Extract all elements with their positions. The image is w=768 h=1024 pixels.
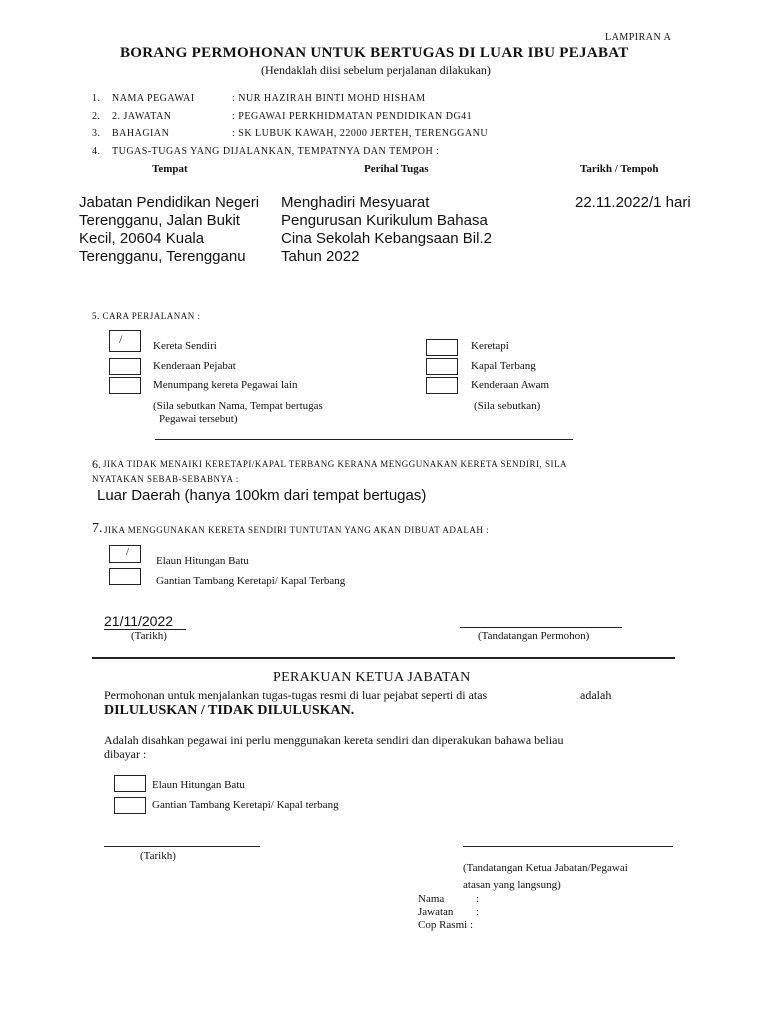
- section5-title: 5. CARA PERJALANAN :: [92, 311, 201, 321]
- tempat-line: Kecil, 20604 Kuala: [79, 230, 205, 247]
- form-subtitle: (Hendaklah diisi sebelum perjalanan dilakukan): [261, 63, 491, 77]
- sign-label-ketua-1: (Tandatangan Ketua Jabatan/Pegawai: [463, 862, 628, 874]
- section-divider: [92, 657, 675, 659]
- note-pegawai-tersebut: Pegawai tersebut): [159, 413, 238, 425]
- date-label-2: (Tarikh): [140, 850, 176, 862]
- checkbox-gantian-tambang[interactable]: [109, 568, 141, 585]
- field-num-1: 1.: [92, 93, 101, 104]
- lampiran-label: LAMPIRAN A: [605, 32, 672, 43]
- checkbox-perakuan-gantian[interactable]: [114, 797, 146, 814]
- option-gantian-tambang: Gantian Tambang Keretapi/ Kapal Terbang: [156, 575, 346, 587]
- table-header-tarikh: Tarikh / Tempoh: [580, 163, 659, 175]
- section7-title: JIKA MENGGUNAKAN KERETA SENDIRI TUNTUTAN YANG AKAN DIBUAT ADALAH :: [104, 525, 490, 535]
- date-line-2: [104, 846, 260, 847]
- section6-answer: Luar Daerah (hanya 100km dari tempat bertugas): [97, 487, 427, 504]
- option-kapal-terbang: Kapal Terbang: [471, 360, 536, 372]
- checkbox-kenderaan-awam[interactable]: [426, 377, 458, 394]
- field-label-bahagian: BAHAGIAN: [112, 128, 170, 139]
- date-value: 21/11/2022: [104, 613, 174, 629]
- option-menumpang: Menumpang kereta Pegawai lain: [153, 379, 298, 391]
- checkbox-kapal-terbang[interactable]: [426, 358, 458, 375]
- table-cell-perihal: [281, 194, 492, 266]
- checkbox-perakuan-elaun[interactable]: [114, 775, 146, 792]
- perakuan-para2: dibayar :: [104, 747, 147, 761]
- table-cell-tarikh: 22.11.2022/1 hari: [575, 194, 691, 211]
- perihal-line: Pengurusan Kurikulum Bahasa: [281, 212, 488, 229]
- jawatan-colon: :: [476, 906, 480, 918]
- signature-line: [460, 627, 622, 628]
- option-kereta-sendiri: Kereta Sendiri: [153, 340, 217, 352]
- signature-label: (Tandatangan Permohon): [478, 630, 590, 642]
- perihal-line: Tahun 2022: [281, 248, 360, 265]
- section6-num: 6.: [92, 457, 101, 471]
- signature-line-2: [463, 846, 673, 847]
- note-sila-sebutkan-nama: (Sila sebutkan Nama, Tempat bertugas: [153, 400, 323, 412]
- field-label-nama: NAMA PEGAWAI: [112, 93, 195, 104]
- checkbox-kenderaan-pejabat[interactable]: [109, 358, 141, 375]
- checkbox-kereta-sendiri[interactable]: [109, 330, 141, 352]
- check-mark: /: [126, 546, 130, 558]
- option-kenderaan-pejabat: Kenderaan Pejabat: [153, 360, 236, 372]
- field-num-3: 3.: [92, 128, 101, 139]
- perakuan-option-gantian: Gantian Tambang Keretapi/ Kapal terbang: [152, 799, 339, 811]
- jawatan-label: Jawatan: [418, 906, 454, 918]
- option-kenderaan-awam: Kenderaan Awam: [471, 379, 550, 391]
- field-value-nama: : NUR HAZIRAH BINTI MOHD HISHAM: [232, 93, 426, 104]
- tempat-line: Jabatan Pendidikan Negeri: [79, 194, 260, 211]
- perakuan-line1: Permohonan untuk menjalankan tugas-tugas resmi di luar pejabat seperti di atas: [104, 688, 488, 702]
- field-value-bahagian: : SK LUBUK KAWAH, 22000 JERTEH, TERENGGANU: [232, 128, 489, 139]
- section6-line1: JIKA TIDAK MENAIKI KERETAPI/KAPAL TERBANG KERANA MENGGUNAKAN KERETA SENDIRI, SILA: [103, 459, 568, 469]
- option-elaun-hitungan: Elaun Hitungan Batu: [156, 555, 249, 567]
- field-value-jawatan: : PEGAWAI PERKHIDMATAN PENDIDIKAN DG41: [232, 111, 473, 122]
- perakuan-decision: DILULUSKAN / TIDAK DILULUSKAN.: [104, 703, 355, 718]
- table-cell-tempat: [79, 194, 259, 266]
- perakuan-title: PERAKUAN KETUA JABATAN: [273, 670, 471, 685]
- sign-label-ketua-2: atasan yang langsung): [463, 879, 561, 891]
- divider-line: [155, 439, 573, 440]
- perakuan-option-elaun: Elaun Hitungan Batu: [152, 779, 245, 791]
- checkbox-menumpang[interactable]: [109, 377, 141, 394]
- perihal-line: Cina Sekolah Kebangsaan Bil.2: [281, 230, 492, 247]
- date-label: (Tarikh): [131, 630, 167, 642]
- tempat-line: Terengganu, Jalan Bukit: [79, 212, 240, 229]
- note-sila-sebutkan: (Sila sebutkan): [474, 400, 541, 412]
- check-mark: /: [119, 332, 123, 346]
- table-header-tempat: Tempat: [152, 163, 188, 175]
- option-keretapi: Keretapi: [471, 340, 509, 352]
- table-header-perihal: Perihal Tugas: [364, 163, 429, 175]
- field-num-2: 2.: [92, 111, 101, 122]
- field-num-4: 4.: [92, 146, 101, 157]
- perihal-line: Menghadiri Mesyuarat: [281, 194, 430, 211]
- form-title: BORANG PERMOHONAN UNTUK BERTUGAS DI LUAR IBU PEJABAT: [120, 45, 629, 61]
- field-label-jawatan: 2. JAWATAN: [112, 111, 172, 122]
- section7-num: 7.: [92, 521, 103, 536]
- perakuan-para1: Adalah disahkan pegawai ini perlu menggunakan kereta sendiri dan diperakukan bahawa beliau: [104, 733, 564, 747]
- checkbox-keretapi[interactable]: [426, 339, 458, 356]
- nama-label: Nama: [418, 893, 445, 905]
- cop-rasmi-label: Cop Rasmi :: [418, 919, 474, 931]
- field-label-tugas: TUGAS-TUGAS YANG DIJALANKAN, TEMPATNYA DAN TEMPOH :: [112, 146, 440, 157]
- checkbox-elaun-hitungan[interactable]: [109, 545, 141, 563]
- tempat-line: Terengganu, Terengganu: [79, 248, 246, 265]
- perakuan-line1-end: adalah: [580, 688, 612, 702]
- section6-line2: NYATAKAN SEBAB-SEBABNYA :: [92, 474, 239, 484]
- nama-colon: :: [476, 893, 480, 905]
